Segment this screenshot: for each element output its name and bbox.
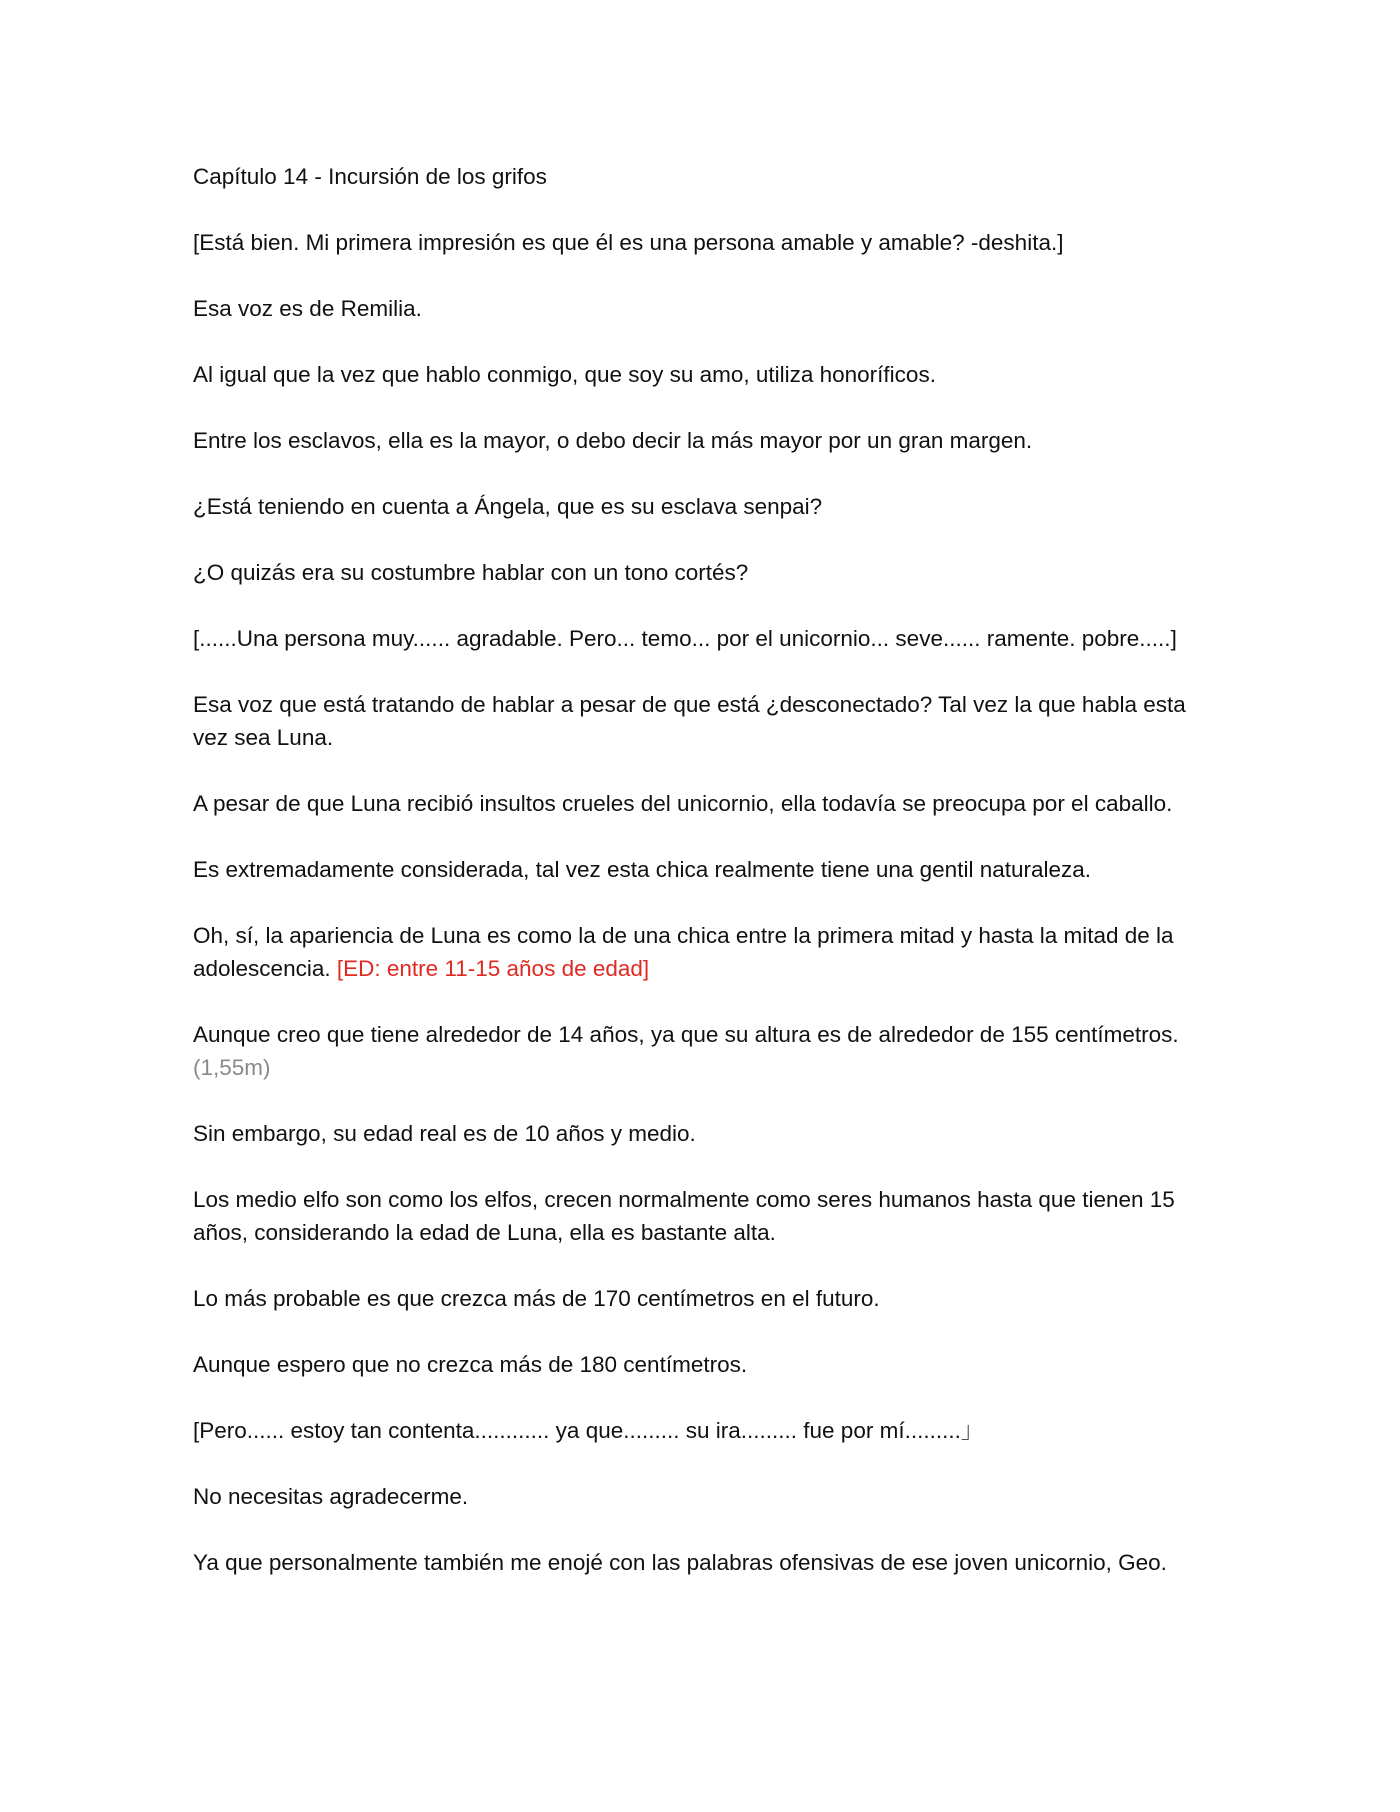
paragraph: ¿O quizás era su costumbre hablar con un tono cortés? <box>193 560 749 585</box>
paragraph: Al igual que la vez que hablo conmigo, que soy su amo, utiliza honoríficos. <box>193 362 936 387</box>
paragraph: ¿Está teniendo en cuenta a Ángela, que es su esclava senpai? <box>193 494 823 519</box>
editor-note: [ED: entre 11-15 años de edad] <box>336 956 650 981</box>
paragraph: A pesar de que Luna recibió insultos crueles del unicornio, ella todavía se preocupa por el caballo. <box>193 791 1173 816</box>
paragraph: Ya que personalmente también me enojé con las palabras ofensivas de ese joven unicornio, Geo. <box>193 1550 1167 1575</box>
paragraph: [......Una persona muy...... agradable. Pero... temo... por el unicornio... seve...... ramente. pobre.....] <box>193 626 1177 651</box>
paragraph: Los medio elfo son como los elfos, crecen normalmente como seres humanos hasta que tienen 15 años, considerando la edad de Luna, ella es bastante alta. <box>193 1187 1175 1245</box>
paragraph: Aunque espero que no crezca más de 180 centímetros. <box>193 1352 748 1377</box>
document-page <box>193 160 1223 1612</box>
conversion-note: (1,55m) <box>193 1055 271 1080</box>
paragraph: No necesitas agradecerme. <box>193 1484 469 1509</box>
chapter-title: Capítulo 14 - Incursión de los grifos <box>193 164 547 189</box>
paragraph-text: Aunque creo que tiene alrededor de 14 años, ya que su altura es de alrededor de 155 centímetros. <box>193 1022 1179 1047</box>
paragraph <box>193 919 1223 985</box>
paragraph <box>193 1018 1223 1084</box>
paragraph: Es extremadamente considerada, tal vez esta chica realmente tiene una gentil naturaleza. <box>193 857 1092 882</box>
paragraph: Lo más probable es que crezca más de 170 centímetros en el futuro. <box>193 1286 880 1311</box>
paragraph: [Está bien. Mi primera impresión es que él es una persona amable y amable? -deshita.] <box>193 230 1064 255</box>
paragraph: Esa voz que está tratando de hablar a pesar de que está ¿desconectado? Tal vez la que habla esta vez sea Luna. <box>193 692 1186 750</box>
paragraph-text: Oh, sí, la apariencia de Luna es como la de una chica entre la primera mitad y hasta la mitad de la adolescencia. <box>193 923 1174 981</box>
paragraph: Entre los esclavos, ella es la mayor, o debo decir la más mayor por un gran margen. <box>193 428 1033 453</box>
paragraph: [Pero...... estoy tan contenta............ ya que......... su ira......... fue por mí.........」 <box>193 1418 984 1443</box>
paragraph: Esa voz es de Remilia. <box>193 296 422 321</box>
paragraph: Sin embargo, su edad real es de 10 años y medio. <box>193 1121 696 1146</box>
